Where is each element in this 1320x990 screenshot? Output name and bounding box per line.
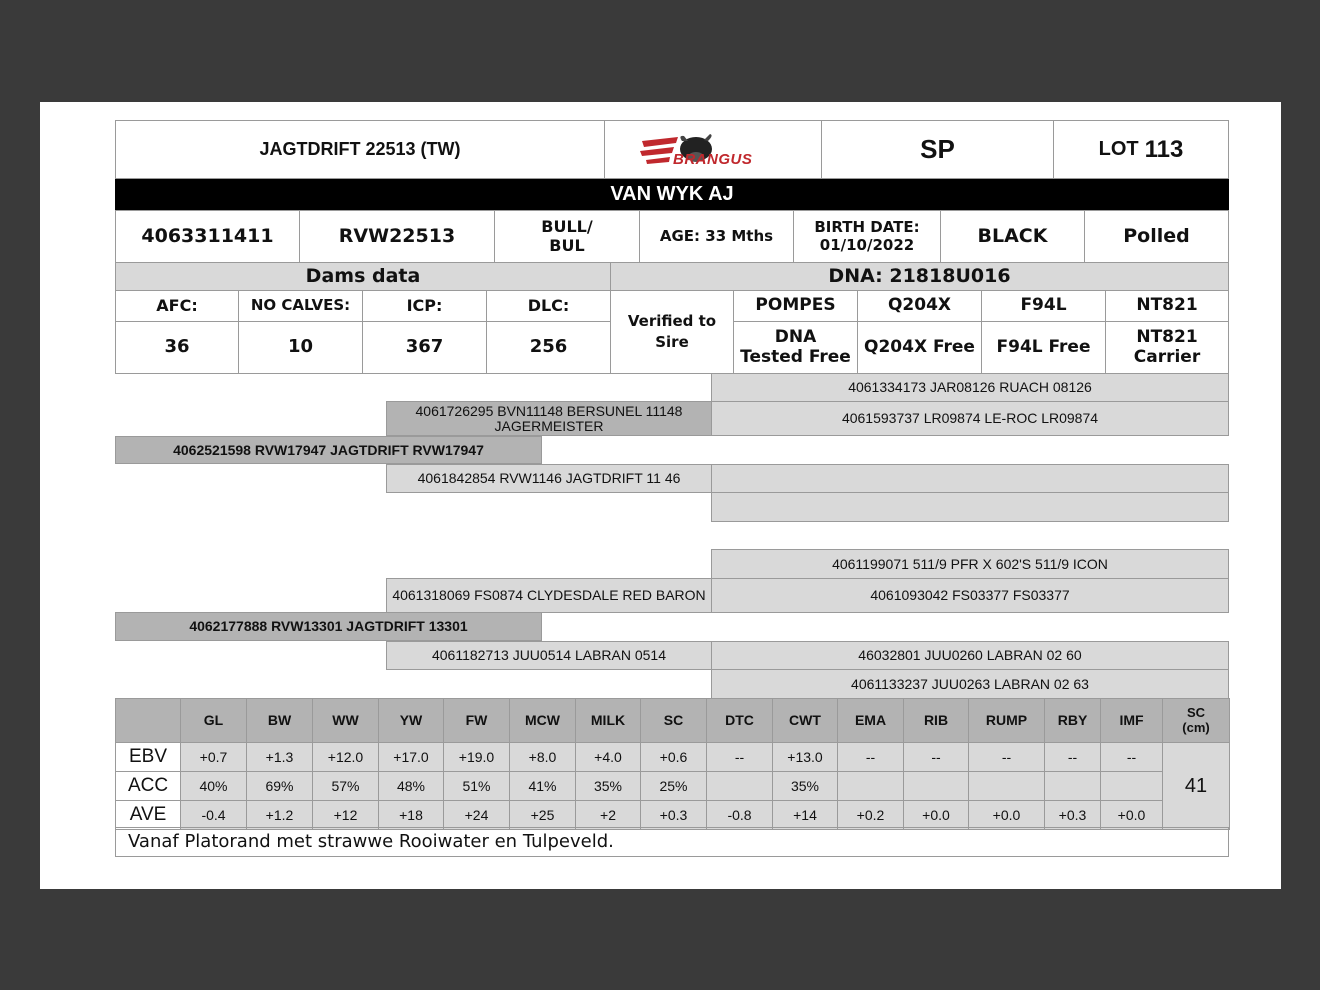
dams-value-afc: 36 — [115, 321, 239, 374]
dams-value-dlc: 256 — [486, 321, 611, 374]
ebv-header-sc-cm — [1162, 698, 1230, 743]
ebv-ebv-milk: +4.0 — [575, 742, 641, 772]
ebv-ebv-cwt: +13.0 — [772, 742, 838, 772]
ebv-acc-cwt: 35% — [772, 771, 838, 801]
dams-header-icp: ICP: — [362, 290, 487, 322]
ebv-sc-value: 41 — [1162, 742, 1230, 830]
ebv-header-dtc: DTC — [706, 698, 773, 743]
ebv-ave-dtc: -0.8 — [706, 800, 773, 830]
ebv-row-label-ebv: EBV — [115, 742, 181, 772]
ebv-acc-mcw: 41% — [509, 771, 576, 801]
registration-number: RVW22513 — [299, 210, 495, 263]
ebv-acc-ww: 57% — [312, 771, 379, 801]
dna-result-nt821-line2: Carrier — [1133, 346, 1201, 367]
ped-dam-sire-sire: 4061199071 511/9 PFR X 602'S 511/9 ICON — [711, 549, 1229, 579]
ebv-acc-fw: 51% — [443, 771, 510, 801]
ebv-acc-dtc — [706, 771, 773, 801]
ebv-acc-sc: 25% — [640, 771, 707, 801]
horn-status: Polled — [1084, 210, 1229, 263]
ped-sire-sire-sire: 4061334173 JAR08126 RUACH 08126 — [711, 373, 1229, 402]
ebv-header-mcw: MCW — [509, 698, 576, 743]
ebv-header-yw: YW — [378, 698, 444, 743]
ebv-header-ema: EMA — [837, 698, 904, 743]
ped-dam-dam-dam: 4061133237 JUU0263 LABRAN 02 63 — [711, 669, 1229, 699]
ped-dam-dam: 4061182713 JUU0514 LABRAN 0514 — [386, 641, 712, 670]
ebv-header-ww: WW — [312, 698, 379, 743]
dna-result-pompes — [733, 321, 858, 374]
ebv-ave-milk: +2 — [575, 800, 641, 830]
logo-text: BRANGUS — [673, 151, 753, 168]
ebv-ebv-bw: +1.3 — [246, 742, 313, 772]
ebv-acc-yw: 48% — [378, 771, 444, 801]
ebv-acc-bw: 69% — [246, 771, 313, 801]
ebv-acc-ema — [837, 771, 904, 801]
ebv-ave-yw: +18 — [378, 800, 444, 830]
ped-dam-dam-sire: 46032801 JUU0260 LABRAN 02 60 — [711, 641, 1229, 670]
age: AGE: 33 Mths — [639, 210, 794, 263]
ebv-ebv-ema: -- — [837, 742, 904, 772]
ebv-header-blank — [115, 698, 181, 743]
ped-sire-dam-sire — [711, 464, 1229, 493]
animal-name: JAGTDRIFT 22513 (TW) — [115, 120, 605, 179]
sc-header-line2: (cm) — [1182, 719, 1210, 735]
ebv-ebv-sc: +0.6 — [640, 742, 707, 772]
dna-header-f94l: F94L — [981, 290, 1106, 322]
ebv-header-milk: MILK — [575, 698, 641, 743]
ebv-header-cwt: CWT — [772, 698, 838, 743]
ebv-ebv-rib: -- — [903, 742, 969, 772]
ebv-ave-ww: +12 — [312, 800, 379, 830]
lot-number: 113 — [1144, 135, 1184, 163]
ebv-ave-gl: -0.4 — [180, 800, 247, 830]
ped-sire: 4062521598 RVW17947 JAGTDRIFT RVW17947 — [115, 436, 542, 464]
ebv-ave-ema: +0.2 — [837, 800, 904, 830]
ebv-header-imf: IMF — [1100, 698, 1163, 743]
sex — [494, 210, 640, 263]
ebv-header-rump: RUMP — [968, 698, 1045, 743]
dna-header-q204x: Q204X — [857, 290, 982, 322]
ped-sire-sire-dam: 4061593737 LR09874 LE-ROC LR09874 — [711, 401, 1229, 436]
ebv-acc-rump — [968, 771, 1045, 801]
ebv-ebv-yw: +17.0 — [378, 742, 444, 772]
ped-sire-dam: 4061842854 RVW1146 JAGTDRIFT 11 46 — [386, 464, 712, 493]
ebv-ave-sc: +0.3 — [640, 800, 707, 830]
ebv-ebv-ww: +12.0 — [312, 742, 379, 772]
ebv-acc-imf — [1100, 771, 1163, 801]
dna-header-nt821: NT821 — [1105, 290, 1229, 322]
ebv-ebv-gl: +0.7 — [180, 742, 247, 772]
ebv-ebv-rby: -- — [1044, 742, 1101, 772]
dna-result-nt821-line1: NT821 — [1136, 326, 1198, 347]
ped-sire-sire: 4061726295 BVN11148 BERSUNEL 11148 JAGERMEISTER — [386, 401, 712, 436]
ebv-header-rby: RBY — [1044, 698, 1101, 743]
dna-result-q204x: Q204X Free — [857, 321, 982, 374]
birth-date — [793, 210, 941, 263]
ebv-ebv-fw: +19.0 — [443, 742, 510, 772]
sex-line2: BUL — [549, 235, 585, 255]
ebv-header-fw: FW — [443, 698, 510, 743]
dams-value-calves: 10 — [238, 321, 363, 374]
verified-line1: Verified to — [627, 311, 717, 330]
dams-header-calves: NO CALVES: — [238, 290, 363, 322]
dna-result-f94l: F94L Free — [981, 321, 1106, 374]
dams-header-dlc: DLC: — [486, 290, 611, 322]
ebv-header-rib: RIB — [903, 698, 969, 743]
dna-result-pompes-line2: Tested Free — [740, 346, 851, 367]
ebv-ave-rby: +0.3 — [1044, 800, 1101, 830]
dna-title: DNA: 21818U016 — [610, 262, 1229, 291]
ebv-ave-rump: +0.0 — [968, 800, 1045, 830]
ebv-ave-imf: +0.0 — [1100, 800, 1163, 830]
ebv-ebv-mcw: +8.0 — [509, 742, 576, 772]
lot-box — [1053, 120, 1229, 179]
birth-date-label: BIRTH DATE: — [814, 218, 920, 237]
verified-to-sire — [610, 290, 734, 374]
dams-value-icp: 367 — [362, 321, 487, 374]
ebv-acc-rib — [903, 771, 969, 801]
ped-sire-dam-dam — [711, 492, 1229, 522]
ped-dam: 4062177888 RVW13301 JAGTDRIFT 13301 — [115, 612, 542, 641]
dams-data-title: Dams data — [115, 262, 611, 291]
ebv-ave-mcw: +25 — [509, 800, 576, 830]
ebv-row-label-ave: AVE — [115, 800, 181, 830]
ebv-header-bw: BW — [246, 698, 313, 743]
dams-header-afc: AFC: — [115, 290, 239, 322]
ebv-ebv-rump: -- — [968, 742, 1045, 772]
sc-header-line1: SC — [1186, 704, 1206, 720]
grade: SP — [821, 120, 1054, 179]
lot-card-sheet — [40, 102, 1281, 889]
sex-line1: BULL/ — [541, 217, 593, 237]
ebv-ebv-dtc: -- — [706, 742, 773, 772]
comment: Vanaf Platorand met strawwe Rooiwater en Tulpeveld. — [115, 827, 1229, 857]
brangus-logo — [604, 120, 822, 179]
ebv-ave-fw: +24 — [443, 800, 510, 830]
dna-result-pompes-line1: DNA — [774, 326, 817, 347]
animal-id: 4063311411 — [115, 210, 300, 263]
ebv-ave-cwt: +14 — [772, 800, 838, 830]
color: BLACK — [940, 210, 1085, 263]
ebv-acc-milk: 35% — [575, 771, 641, 801]
ebv-ebv-imf: -- — [1100, 742, 1163, 772]
ebv-row-label-acc: ACC — [115, 771, 181, 801]
ebv-header-sc: SC — [640, 698, 707, 743]
ebv-acc-rby — [1044, 771, 1101, 801]
dna-header-pompes: POMPES — [733, 290, 858, 322]
verified-line2: Sire — [655, 333, 689, 351]
lot-prefix: LOT — [1098, 138, 1139, 160]
dna-result-nt821 — [1105, 321, 1229, 374]
ebv-acc-gl: 40% — [180, 771, 247, 801]
owner-bar: VAN WYK AJ — [115, 179, 1229, 210]
ped-dam-sire-dam: 4061093042 FS03377 FS03377 — [711, 578, 1229, 613]
ebv-table — [115, 698, 1229, 828]
ebv-ave-rib: +0.0 — [903, 800, 969, 830]
ebv-ave-bw: +1.2 — [246, 800, 313, 830]
ebv-header-gl: GL — [180, 698, 247, 743]
ped-dam-sire: 4061318069 FS0874 CLYDESDALE RED BARON — [386, 578, 712, 613]
birth-date-value: 01/10/2022 — [819, 235, 915, 254]
